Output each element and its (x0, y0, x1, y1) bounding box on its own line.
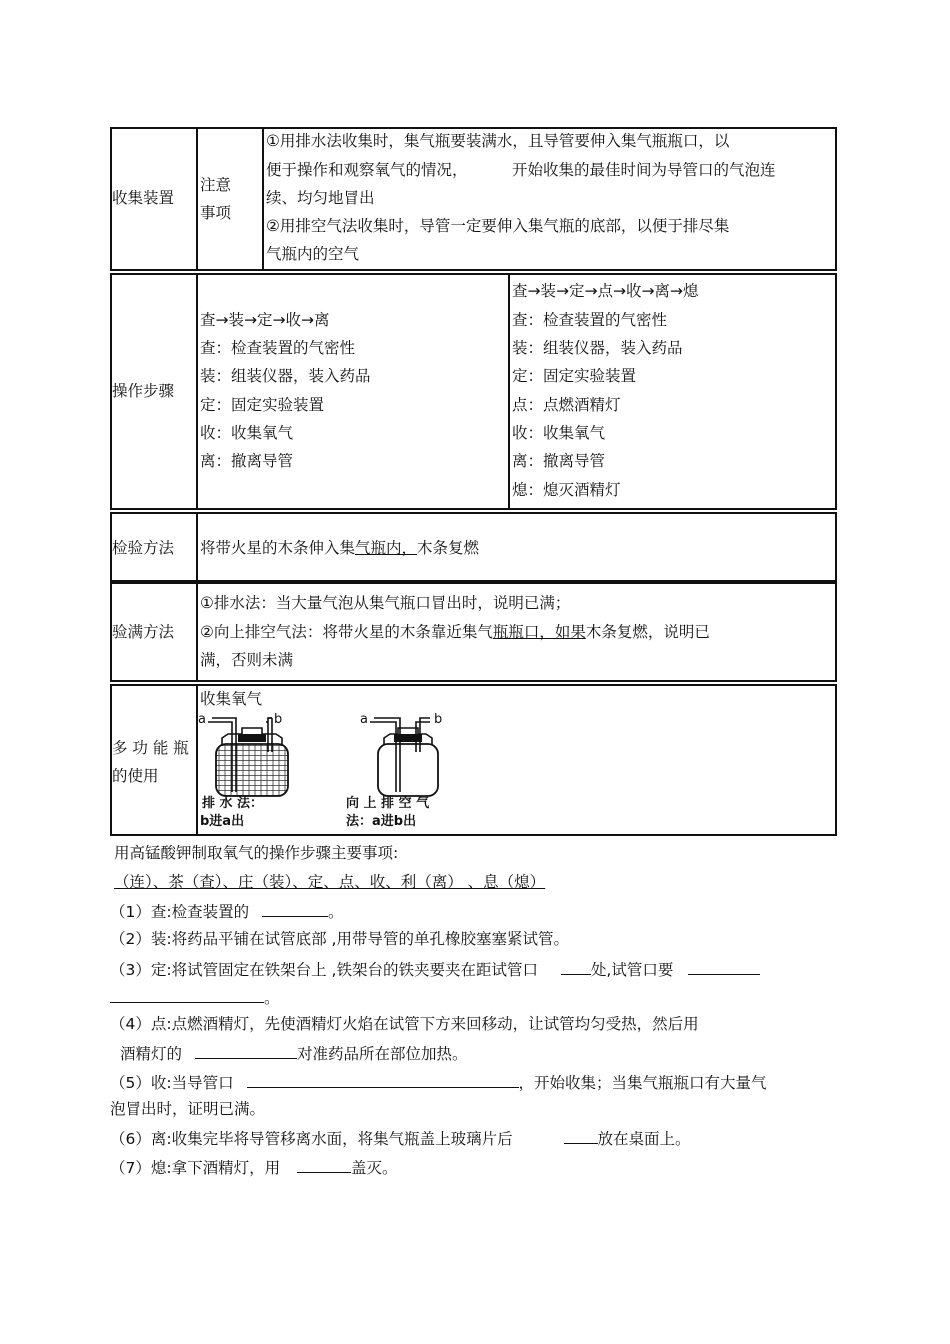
notes-mnemonic: （连）、茶（查）、庄（装）、定、点、收、利（离） 、息（熄） (114, 873, 546, 891)
steps-right-line: 熄：熄灭酒精灯 (512, 481, 621, 499)
full-check-line2-c: 木条复燃，说明已 (585, 623, 710, 641)
steps-left-line: 查：检查装置的气密性 (200, 339, 356, 357)
answer-blank[interactable] (110, 986, 264, 1003)
divider (196, 512, 198, 582)
test-method-text (200, 538, 479, 558)
figure-air-displacement (340, 708, 470, 832)
test-method-text-a: 将带火星的木条伸入集 (200, 539, 356, 557)
label-b: b (274, 712, 283, 727)
note-item-1 (110, 900, 344, 922)
row-label-test-method: 检验方法 (112, 539, 175, 557)
figure-water-displacement (198, 708, 308, 832)
sublabel-note: 事项 (200, 204, 232, 222)
note-item-4-cont (120, 1042, 467, 1064)
steps-right-line: 离：撤离导管 (512, 452, 606, 470)
steps-left-line: 查→装→定→收→离 (200, 311, 330, 329)
note-item-5-cont: 泡冒出时，证明已满。 (110, 1100, 266, 1118)
note-3-end: 。 (264, 989, 280, 1007)
caption-water-2: b进a出 (200, 814, 245, 829)
steps-right-line: 装：组装仪器，装入药品 (512, 339, 683, 357)
answer-blank[interactable] (247, 1071, 519, 1088)
caption-air-1: 向 上 排 空 气 (346, 796, 430, 811)
divider (196, 273, 198, 510)
note-item-6 (110, 1127, 691, 1149)
steps-right-line: 定：固定实验装置 (512, 367, 637, 385)
note-1-end: 。 (328, 903, 344, 921)
full-check-line: 满，否则未满 (200, 651, 294, 669)
steps-right-line: 查：检查装置的气密性 (512, 311, 668, 329)
note-5-text-b: ，开始收集；当集气瓶瓶口有大量气 (518, 1074, 767, 1092)
steps-row (110, 273, 837, 510)
note-3-text-a: （3）定:将试管固定在铁架台上 ,铁架台的铁夹要夹在距试管口 (110, 961, 538, 979)
row-label-multi-bottle: 多 功 能 瓶 (112, 739, 189, 757)
answer-blank[interactable] (262, 900, 328, 917)
answer-blank[interactable] (688, 958, 760, 975)
note-item-5 (110, 1071, 767, 1093)
note-line: 便于操作和观察氧气的情况， (266, 161, 468, 179)
note-6-text-a: （6）离:收集完毕将导管移离水面，将集气瓶盖上玻璃片后 (110, 1130, 513, 1148)
full-check-line2-b: 瓶瓶口，如果 (492, 623, 586, 641)
divider (196, 127, 198, 271)
row-label-full-check: 验满方法 (112, 623, 175, 641)
answer-blank[interactable] (195, 1042, 297, 1059)
answer-blank[interactable] (297, 1156, 351, 1173)
row-label-collect-device: 收集装置 (112, 189, 175, 207)
note-6-text-b: 放在桌面上。 (597, 1130, 691, 1148)
note-5-text-a: （5）收:当导管口 (110, 1074, 234, 1092)
note-item-4: （4）点:点燃酒精灯，先使酒精灯火焰在试管下方来回移动，让试管均匀受热，然后用 (110, 1015, 699, 1033)
note-1-text: （1）查:检查装置的 (110, 903, 250, 921)
steps-right-line: 点：点燃酒精灯 (512, 396, 621, 414)
note-item-3-cont (110, 986, 280, 1008)
divider (262, 127, 264, 271)
divider (508, 273, 510, 510)
note-line: 气瓶内的空气 (266, 245, 360, 263)
caption-water-1: 排 水 法： (202, 796, 264, 811)
sublabel-note: 注意 (200, 176, 232, 194)
multi-bottle-title: 收集氧气 (200, 690, 263, 708)
notes-heading: 用高锰酸钾制取氧气的操作步骤主要事项: (114, 844, 399, 862)
row-label-steps: 操作步骤 (112, 382, 175, 400)
steps-left-line: 离：撤离导管 (200, 452, 294, 470)
steps-left-line: 装：组装仪器，装入药品 (200, 367, 371, 385)
caption-air-2: 法：a进b出 (346, 814, 417, 829)
note-7-text-b: 盖灭。 (351, 1159, 398, 1177)
note-line: ①用排水法收集时，集气瓶要装满水，且导管要伸入集气瓶瓶口，以 (266, 132, 730, 150)
full-check-line2-a: ②向上排空气法：将带火星的木条靠近集气 (200, 623, 493, 641)
steps-right-line: 收：收集氧气 (512, 424, 606, 442)
note-7-text-a: （7）熄:拿下酒精灯，用 (110, 1159, 281, 1177)
test-method-text-b: 气瓶内， (355, 539, 418, 557)
note-4-text-b: 酒精灯的 (120, 1045, 183, 1063)
note-line: 开始收集的最佳时间为导管口的气泡连 (512, 161, 776, 179)
label-b: b (434, 712, 443, 727)
answer-blank[interactable] (564, 1127, 598, 1144)
label-a: a (360, 712, 368, 727)
full-check-line: ①排水法：当大量气泡从集气瓶口冒出时，说明已满； (200, 594, 571, 612)
row-label-multi-bottle: 的使用 (112, 767, 159, 785)
full-check-line (200, 622, 710, 642)
answer-blank[interactable] (561, 958, 591, 975)
label-a: a (198, 712, 206, 727)
steps-left-line: 收：收集氧气 (200, 424, 294, 442)
steps-left-line: 定：固定实验装置 (200, 396, 325, 414)
note-item-7 (110, 1156, 398, 1178)
divider (196, 582, 198, 682)
note-line: ②用排空气法收集时，导管一定要伸入集气瓶的底部，以便于排尽集 (266, 217, 730, 235)
note-item-2: （2）装:将药品平铺在试管底部 ,用带导管的单孔橡胶塞塞紧试管。 (110, 930, 569, 948)
note-line: 续、均匀地冒出 (266, 189, 375, 207)
note-3-text-b: 处,试管口要 (590, 961, 674, 979)
test-method-text-c: 木条复燃 (417, 539, 480, 557)
steps-right-line: 查→装→定→点→收→离→熄 (512, 282, 699, 300)
note-item-3 (110, 958, 760, 980)
note-4-text-c: 对准药品所在部位加热。 (296, 1045, 468, 1063)
